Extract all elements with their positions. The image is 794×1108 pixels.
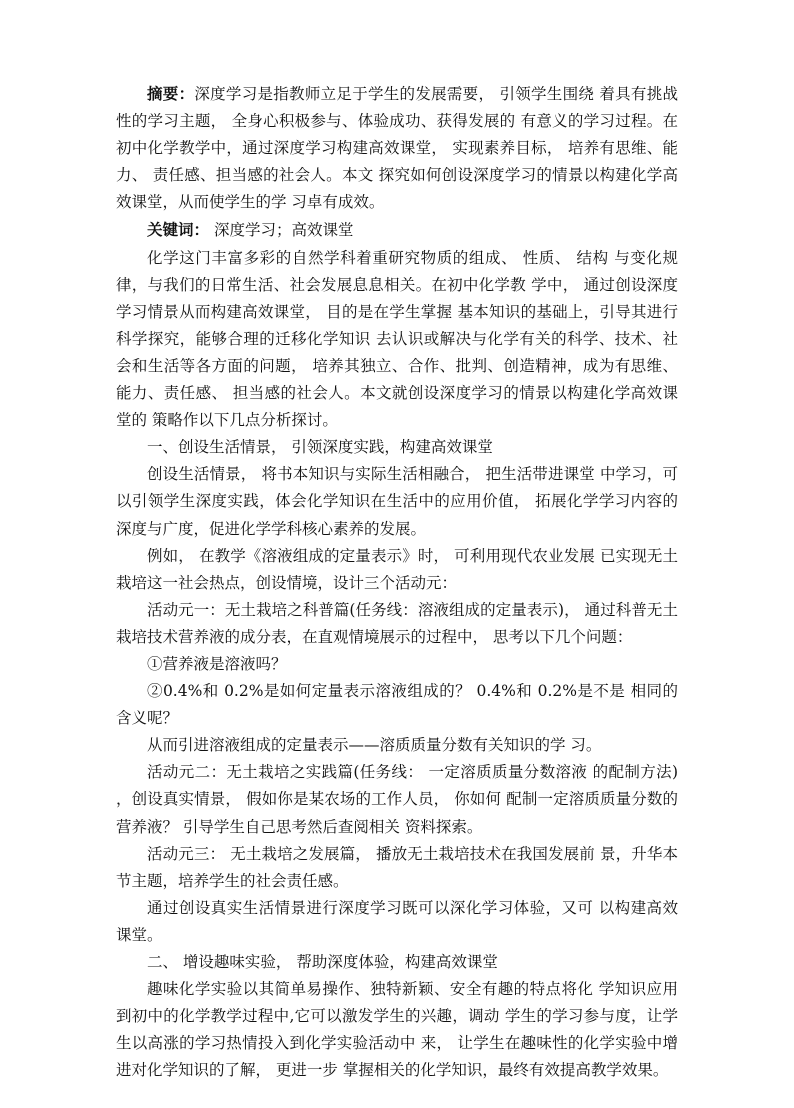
document-page <box>116 80 678 1084</box>
abstract-text: 深度学习是指教师立足于学生的发展需要， 引领学生围绕 着具有挑战性的学习主题， 全身心积极参与、体验成功、获得发展的 有意义的学习过程。在初中化学教学中，通过深度学习构建高效课堂， 实现素养目标， 培养有思维、能力、 责任感、担当感的社会人。本文 探究如何创设深度学习的情景以构建化学高效课堂，从而使学生的学 习卓有成效。 <box>116 85 678 212</box>
section-heading-1: 一、创设生活情景， 引领深度实践，构建高效课堂 <box>147 438 493 457</box>
body-paragraph: 活动元二：无土栽培之实践篇(任务线： 一定溶质质量分数溶液 的配制方法) ，创设真实情景， 假如你是某农场的工作人员， 你如何 配制一定溶质质量分数的营养液？ 引导学生自己思考然后查阅相关 资料探索。 <box>116 763 678 836</box>
keywords-paragraph <box>116 216 678 244</box>
body-paragraph: 创设生活情景， 将书本知识与实际生活相融合， 把生活带进课堂 中学习，可以引领学生深度实践，体会化学知识在生活中的应用价值， 拓展化学学习内容的深度与广度，促进化学学科核心素养的发展。 <box>116 465 678 538</box>
section-heading-2: 二、 增设趣味实验， 帮助深度体验，构建高效课堂 <box>147 953 498 971</box>
question-item: ②0.4%和 0.2%是如何定量表示溶液组成的？ 0.4%和 0.2%是不是 相同的含义呢？ <box>116 682 678 728</box>
body-paragraph: 从而引进溶液组成的定量表示——溶质质量分数有关知识的学 习。 <box>147 736 602 755</box>
body-paragraph: 活动元一：无土栽培之科普篇(任务线：溶液组成的定量表示)， 通过科普无土栽培技术营养液的成分表，在直观情境展示的过程中， 思考以下几个问题： <box>116 600 678 646</box>
abstract-label: 摘要： <box>147 84 195 103</box>
body-paragraph: 例如， 在教学《溶液组成的定量表示》时， 可利用现代农业发展 已实现无土栽培这一社会热点，创设情境，设计三个活动元： <box>116 546 678 592</box>
body-paragraph: 趣味化学实验以其简单易操作、独特新颖、安全有趣的特点将化 学知识应用到初中的化学教学过程中,它可以激发学生的兴趣，调动 学生的学习参与度，让学生以高涨的学习热情投入到化学实验活动中 来， 让学生在趣味性的化学实验中增进对化学知识的了解， 更进一步 掌握相关的化学知识，最终有效提高教学效果。 <box>116 980 678 1080</box>
body-paragraph: 化学这门丰富多彩的自然学科着重研究物质的组成、 性质、 结构 与变化规律，与我们的日常生活、社会发展息息相关。在初中化学教 学中， 通过创设深度学习情景从而构建高效课堂， 目的是在学生掌握 基本知识的基础上，引导其进行科学探究，能够合理的迁移化学知识 去认识或解决与化学有关的科学、技术、社会和生活等各方面的问题， 培养其独立、合作、批判、创造精神，成为有思维、能力、责任感、 担当感的社会人。本文就创设深度学习的情景以构建化学高效课堂的 策略作以下几点分析探讨。 <box>116 248 678 430</box>
body-paragraph: 活动元三： 无土栽培之发展篇， 播放无土栽培技术在我国发展前 景，升华本节主题，培养学生的社会责任感。 <box>116 844 678 890</box>
keywords-label: 关键词： <box>147 220 210 240</box>
body-paragraph: 通过创设真实生活情景进行深度学习既可以深化学习体验，又可 以构建高效课堂。 <box>116 898 678 944</box>
abstract-paragraph <box>116 80 678 216</box>
question-item: ①营养液是溶液吗？ <box>147 654 287 673</box>
keywords-text: 深度学习；高效课堂 <box>209 221 354 240</box>
